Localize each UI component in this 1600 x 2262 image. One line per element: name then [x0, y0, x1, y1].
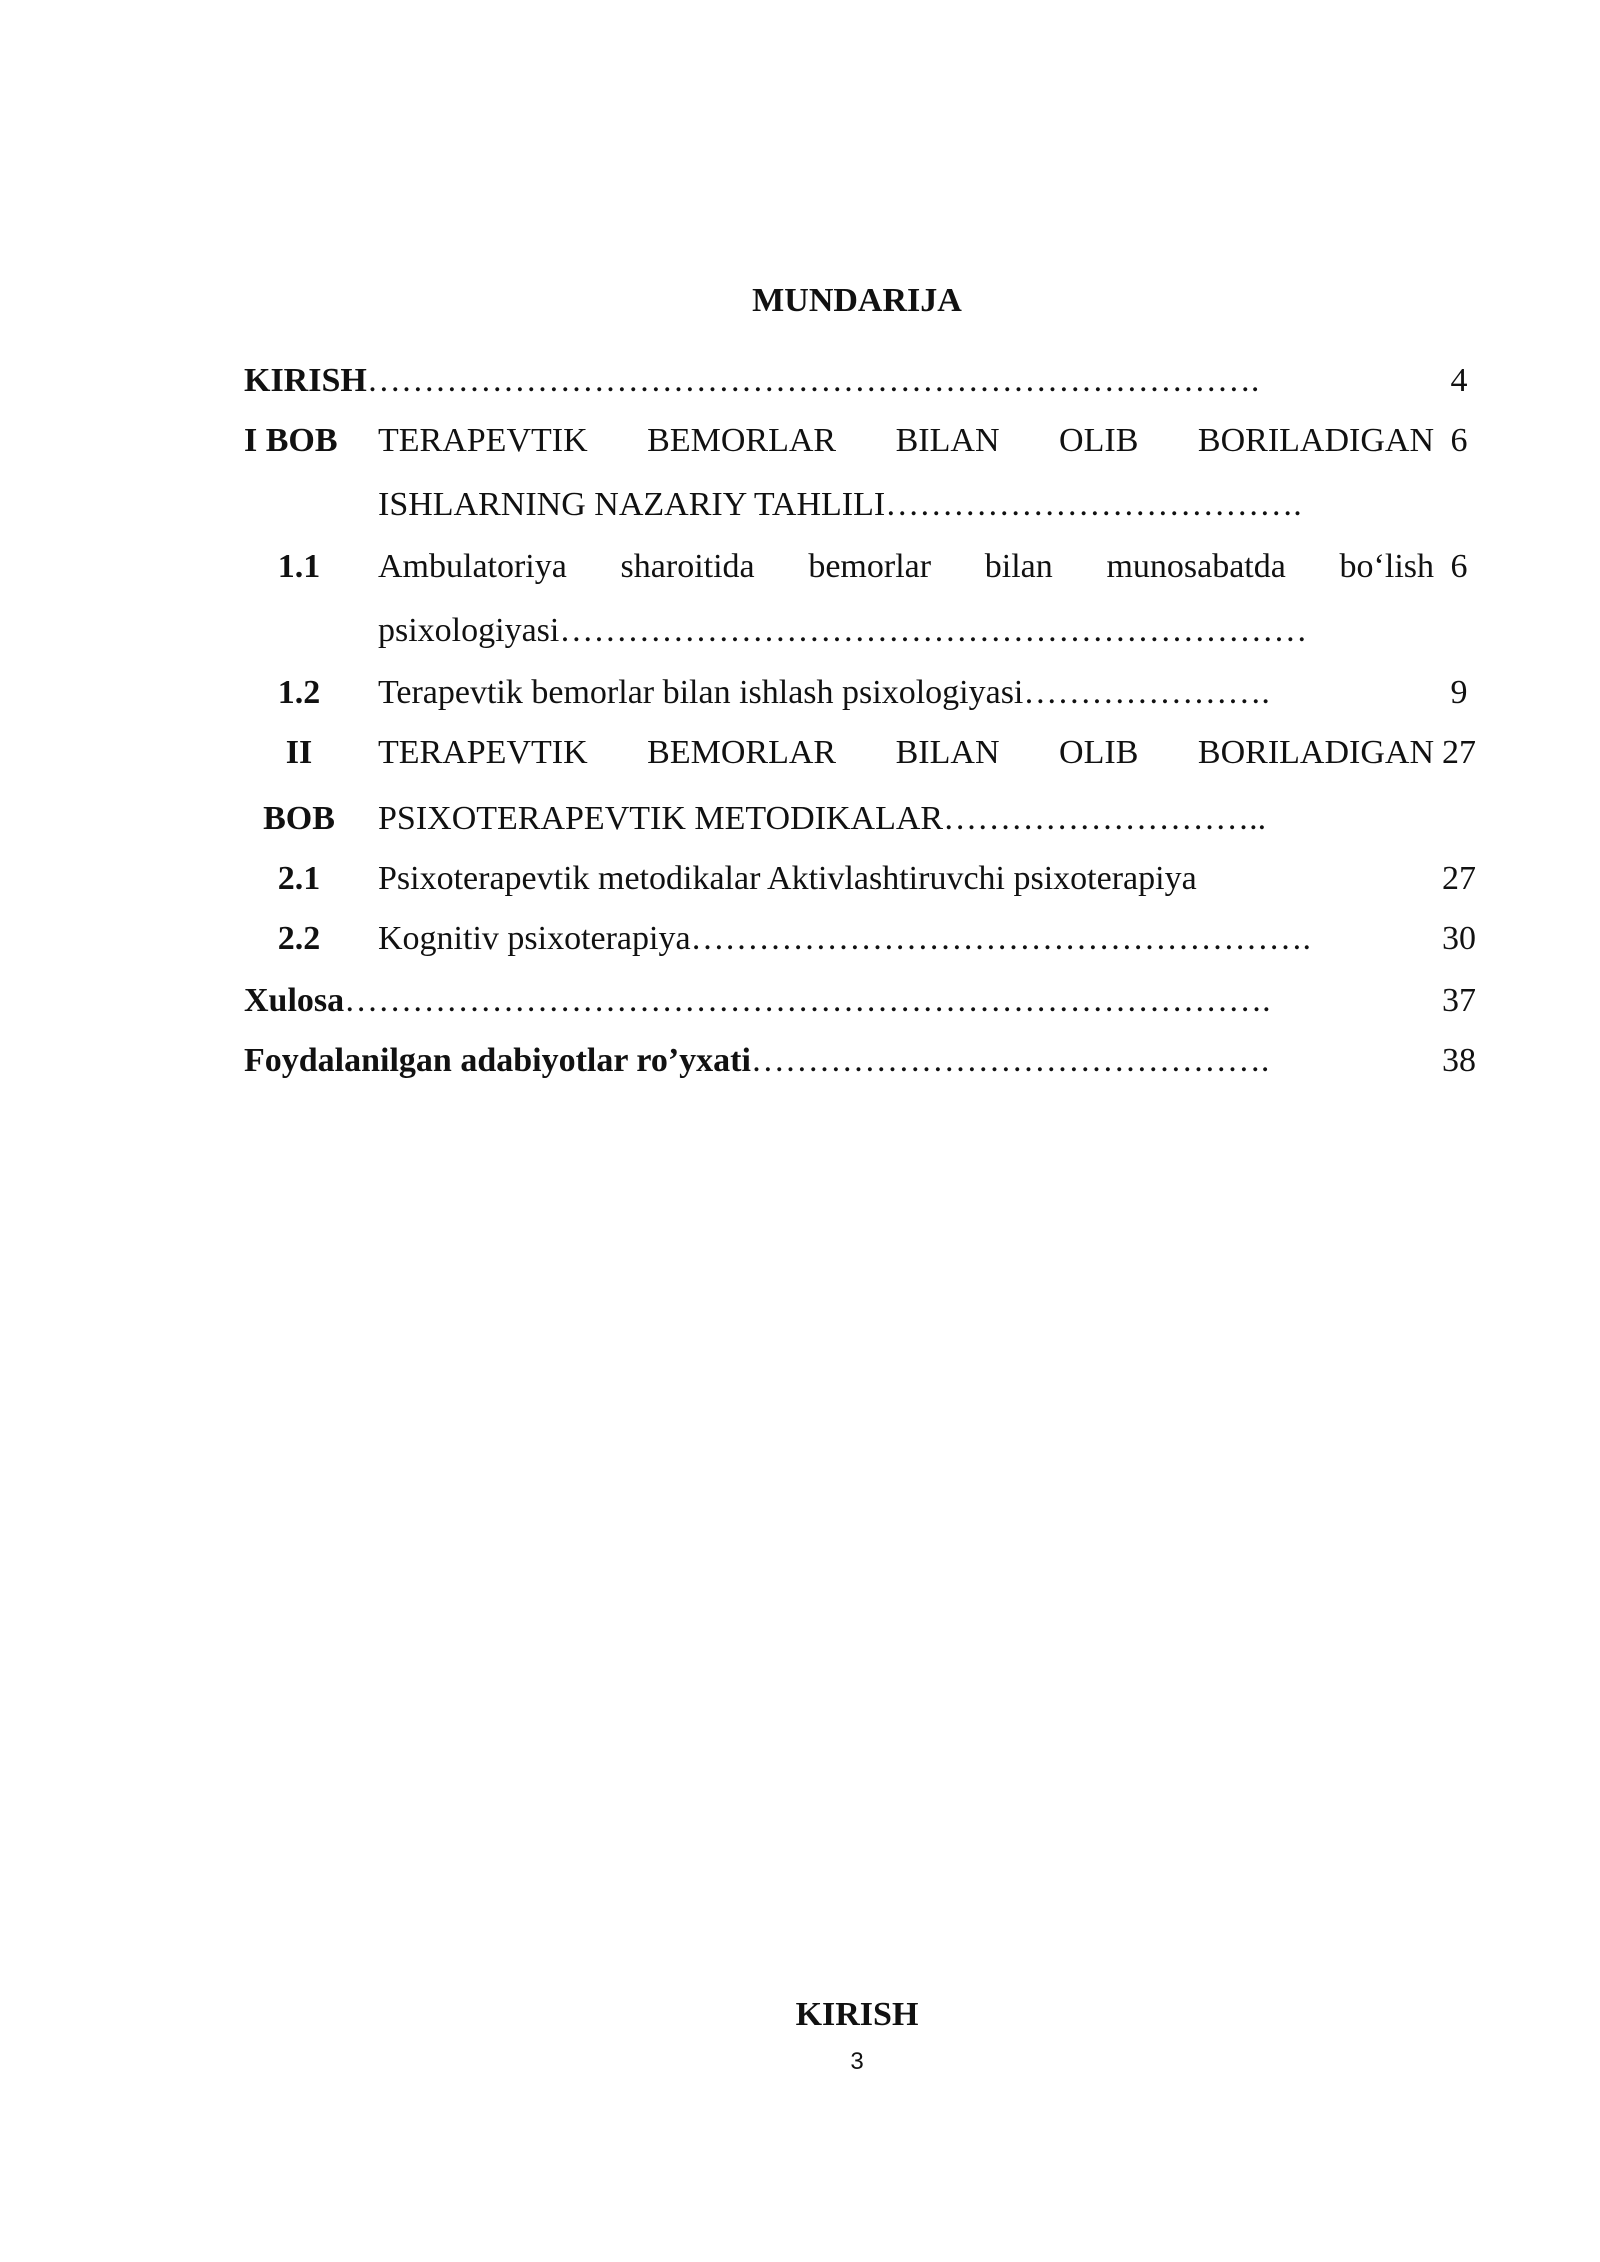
toc-entry-1-1-cont — [244, 606, 1484, 656]
toc-label: Xulosa — [244, 982, 345, 1019]
toc-label: Foydalanilgan adabiyotlar ro’yxati — [244, 1042, 751, 1079]
toc-page-number: 27 — [1442, 860, 1476, 897]
toc-leader-dots: ………………………………………………………………………. — [344, 982, 1271, 1019]
toc-section-number: 2.1 — [277, 860, 321, 897]
toc-entry-references[interactable] — [244, 1036, 1484, 1086]
toc-page-number: 27 — [1442, 734, 1476, 771]
toc-title-line-2: psixologiyasi………………………………………………………… — [378, 612, 1308, 649]
toc-title-line-1: TERAPEVTIK BEMORLAR BILAN OLIB BORILADIGAN — [378, 734, 1434, 771]
toc-page-number: 9 — [1450, 674, 1468, 711]
toc-title-line-1: Ambulatoriya sharoitida bemorlar bilan munosabatda bo‘lish — [378, 548, 1434, 585]
toc-title-line-1: Terapevtik bemorlar bilan ishlash psixologiyasi…………………. — [378, 674, 1270, 711]
toc-entry-1-1[interactable] — [244, 542, 1484, 592]
toc-entry-bob1-cont — [244, 480, 1484, 530]
toc-chapter-number: II — [285, 734, 313, 771]
page-number: 3 — [850, 2048, 864, 2075]
toc-page-number: 4 — [1450, 362, 1468, 399]
toc-chapter-number: I BOB — [244, 422, 338, 459]
toc-section-number: 2.2 — [277, 920, 321, 957]
toc-section-number: 1.2 — [277, 674, 321, 711]
toc-page-number: 30 — [1442, 920, 1476, 957]
toc-entry-bob2[interactable] — [244, 728, 1484, 778]
toc-leader-dots: ……………………………………………………………………. — [366, 362, 1260, 399]
toc-title-line-1: Psixoterapevtik metodikalar Aktivlashtiruvchi psixoterapiya — [378, 860, 1197, 897]
toc-title-line-2: ISHLARNING NAZARIY TAHLILI………………………………. — [378, 486, 1302, 523]
toc-section-number: 1.1 — [277, 548, 321, 585]
toc-heading: MUNDARIJA — [752, 282, 962, 319]
toc-leader-dots: ………………………………………. — [750, 1042, 1270, 1079]
toc-page-number: 38 — [1442, 1042, 1476, 1079]
toc-label: KIRISH — [244, 362, 367, 399]
toc-entry-1-2[interactable] — [244, 668, 1484, 718]
toc-title-line-2: PSIXOTERAPEVTIK METODIKALAR……………………….. — [378, 800, 1267, 837]
next-section-heading: KIRISH — [795, 1996, 919, 2033]
toc-entry-bob2-cont — [244, 794, 1484, 844]
toc-entry-2-2[interactable] — [244, 914, 1484, 964]
toc-entry-2-1[interactable] — [244, 854, 1484, 904]
toc-entry-bob1[interactable] — [244, 416, 1484, 466]
toc-title-line-1: Kognitiv psixoterapiya………………………………………………. — [378, 920, 1312, 957]
toc-page-number: 37 — [1442, 982, 1476, 1019]
toc-chapter-word: BOB — [263, 800, 335, 837]
toc-page-number: 6 — [1450, 422, 1468, 459]
toc-page-number: 6 — [1450, 548, 1468, 585]
toc-entry-xulosa[interactable] — [244, 976, 1484, 1026]
toc-title-line-1: TERAPEVTIK BEMORLAR BILAN OLIB BORILADIGAN — [378, 422, 1434, 459]
toc-entry-kirish[interactable] — [244, 356, 1484, 406]
